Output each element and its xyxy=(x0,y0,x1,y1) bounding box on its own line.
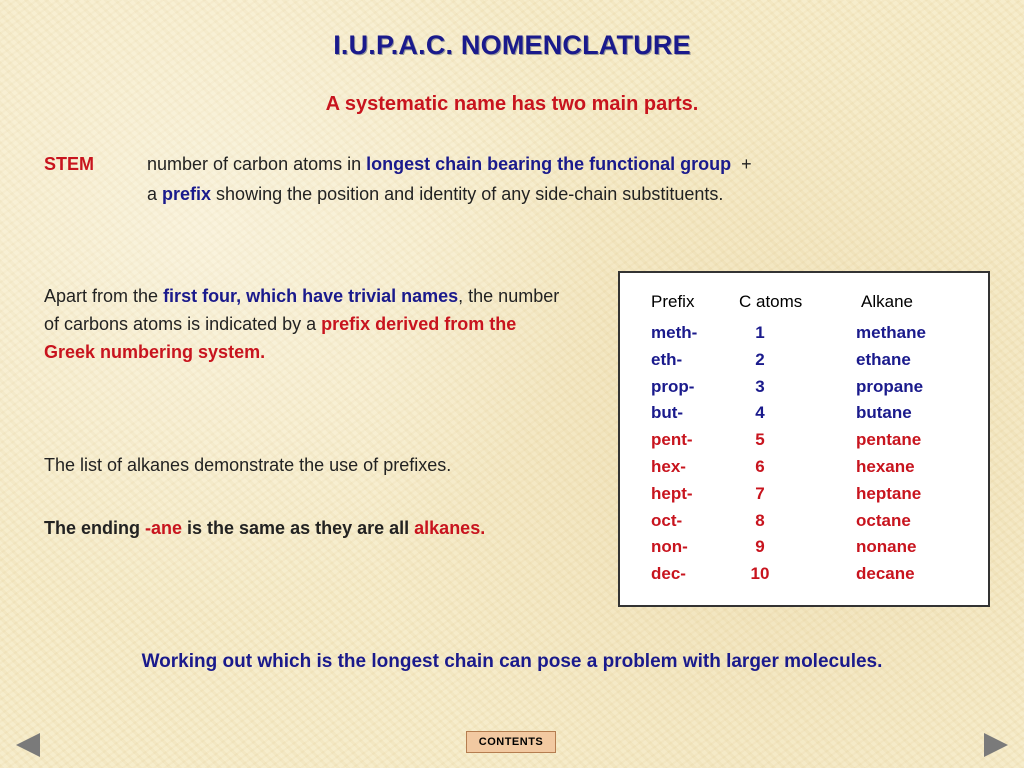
row-prefix: dec- xyxy=(651,564,686,584)
ending-suffix: -ane xyxy=(145,518,183,538)
row-alkane: ethane xyxy=(856,349,911,369)
table-row xyxy=(620,403,988,430)
row-c-atoms: 9 xyxy=(755,537,765,557)
row-alkane: octane xyxy=(856,510,911,530)
stem-line2-rest: showing the position and identity of any side-chain substituents. xyxy=(211,184,724,204)
row-c-atoms: 3 xyxy=(755,376,765,396)
row-prefix: non- xyxy=(651,537,688,557)
row-prefix: hept- xyxy=(651,483,693,503)
apart-text-mid: , the number of carbons atoms is indicated by a xyxy=(44,286,560,334)
ending-alkanes: alkanes. xyxy=(414,518,486,538)
row-alkane: hexane xyxy=(856,457,915,476)
row-alkane: decane xyxy=(856,564,915,584)
list-description: The list of alkanes demonstrate the use of prefixes. xyxy=(44,455,452,475)
stem-line2-emphasis: prefix xyxy=(162,184,212,204)
row-prefix: pent- xyxy=(651,430,693,450)
stem-description-line2 xyxy=(147,184,723,205)
row-c-atoms: 6 xyxy=(755,457,765,476)
row-c-atoms: 2 xyxy=(755,349,765,369)
row-c-atoms: 7 xyxy=(755,483,765,503)
stem-line1-plus: + xyxy=(731,154,752,174)
apart-trivial-names: first four, which have trivial names xyxy=(163,286,459,306)
table-row xyxy=(620,537,988,564)
ending-note xyxy=(44,514,564,542)
table-row xyxy=(620,323,988,350)
prefix-explanation xyxy=(44,282,564,366)
stem-line2-text: a xyxy=(147,184,163,204)
contents-button[interactable]: CONTENTS xyxy=(466,731,556,753)
left-triangle-icon[interactable] xyxy=(16,733,40,757)
row-c-atoms: 4 xyxy=(755,403,765,423)
row-prefix: oct- xyxy=(651,510,683,530)
row-alkane: heptane xyxy=(856,483,922,503)
table-header-alkane: Alkane xyxy=(861,292,913,311)
footer-note: Working out which is the longest chain can pose a problem with larger molecules. xyxy=(141,651,883,672)
apart-text-pre: Apart from the xyxy=(44,286,164,306)
stem-description-line1 xyxy=(147,154,752,175)
page-subtitle: A systematic name has two main parts. xyxy=(325,93,699,115)
stem-line1-emphasis: longest chain bearing the functional group xyxy=(366,154,732,174)
ending-text-pre: The ending xyxy=(44,518,145,538)
row-c-atoms: 8 xyxy=(755,510,765,530)
table-row xyxy=(620,564,988,591)
table-row xyxy=(620,430,988,457)
row-prefix: eth- xyxy=(651,349,683,369)
table-row xyxy=(620,457,988,484)
row-alkane: nonane xyxy=(856,537,917,557)
row-prefix: hex- xyxy=(651,457,686,476)
table-row xyxy=(620,350,988,377)
stem-label: STEM xyxy=(44,154,95,174)
alkane-table xyxy=(618,271,990,607)
row-alkane: pentane xyxy=(856,430,922,450)
row-alkane: propane xyxy=(856,376,924,396)
ending-text-mid: is the same as they are all xyxy=(182,518,415,538)
apart-greek-prefix: prefix derived from the Greek numbering system. xyxy=(44,314,517,362)
stem-line1-text: number of carbon atoms in xyxy=(147,154,367,174)
page-title: I.U.P.A.C. NOMENCLATURE xyxy=(333,30,691,60)
row-alkane: butane xyxy=(856,403,912,423)
table-header-prefix: Prefix xyxy=(651,292,695,311)
row-c-atoms: 10 xyxy=(750,564,770,584)
row-prefix: prop- xyxy=(651,376,695,396)
table-row xyxy=(620,511,988,538)
row-alkane: methane xyxy=(856,323,926,342)
right-triangle-icon[interactable] xyxy=(984,733,1008,757)
table-header-c-atoms: C atoms xyxy=(739,292,803,311)
row-prefix: but- xyxy=(651,403,684,423)
row-c-atoms: 1 xyxy=(755,323,765,342)
table-row xyxy=(620,484,988,511)
row-c-atoms: 5 xyxy=(755,430,765,450)
table-row xyxy=(620,377,988,404)
row-prefix: meth- xyxy=(651,323,698,342)
